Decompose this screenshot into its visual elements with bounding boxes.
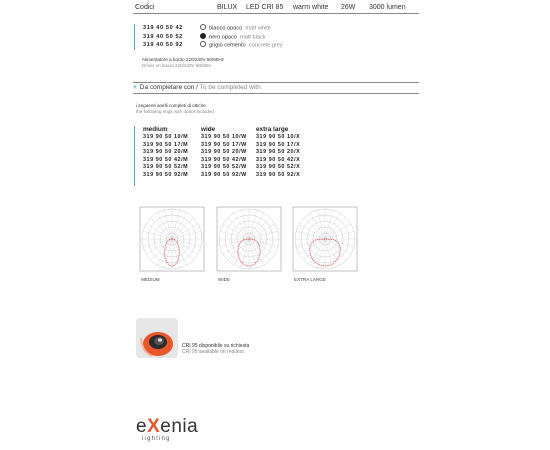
exenia-logo [136, 418, 198, 436]
product-code: 319 40 50 42 [143, 25, 183, 31]
product-codes [134, 24, 183, 50]
brand-label: BILUX [217, 4, 238, 11]
product-image [136, 318, 178, 358]
column-header: wide [201, 126, 216, 133]
logo-part: e [136, 416, 148, 437]
cri-label: LED CRI 85 [246, 4, 284, 11]
logo-part: enia [160, 416, 199, 437]
finish-name-it: nero opaco [209, 34, 237, 41]
driver-note-en: Driver on board 220/240V 50/60H [142, 63, 211, 68]
polar-diagram-extra-large [292, 206, 358, 272]
table-cell: 319 90 50 92/M [143, 171, 189, 178]
table-cell: 319 90 50 17/M [143, 141, 189, 148]
optics-column-wide [201, 126, 247, 179]
finish-option [200, 41, 283, 50]
finish-dot-icon [200, 24, 206, 30]
table-cell: 319 90 50 42/W [201, 156, 247, 163]
table-cell: 319 90 50 42/M [143, 156, 189, 163]
finish-dot-icon [200, 41, 206, 47]
rings-note-it: i seguenti anelli completi di ottiche [136, 103, 206, 108]
spec-header [133, 2, 419, 14]
table-cell: 319 90 50 17/X [256, 141, 301, 148]
table-cell: 319 90 50 52/M [143, 164, 189, 170]
table-cell: 319 90 50 20/M [143, 149, 189, 155]
plus-icon: + [133, 84, 137, 91]
column-header: medium [143, 126, 168, 133]
optics-column-medium [143, 126, 188, 179]
product-code: 319 40 50 52 [143, 33, 183, 40]
complete-with-it: Da completare con / [139, 84, 198, 91]
polar-diagram-wide [216, 206, 282, 272]
finish-dot-filled-icon [200, 33, 206, 39]
driver-note-it: Alimentatore a bordo 220/240V 50/60Hz [142, 57, 224, 62]
finish-name-en: matt white [245, 25, 271, 32]
cri95-note [182, 343, 249, 355]
cri95-note-en: CRI 95 available on request [182, 349, 244, 355]
optics-column-extra-large [256, 126, 300, 179]
codes-heading: Codici [135, 4, 155, 11]
table-cell: 319 90 50 20/X [256, 149, 301, 155]
rings-note-en: the following rings with optics included [136, 109, 214, 114]
table-cell: 319 90 50 10/W [201, 134, 247, 140]
finish-options [200, 24, 283, 50]
table-cell: 319 90 50 10/X [256, 134, 301, 140]
complete-with-band [133, 82, 419, 94]
complete-with-en: To be completed with [199, 84, 261, 91]
diagram-label: MEDIUM [141, 277, 160, 282]
finish-option [200, 24, 283, 33]
tone-label: warm white [293, 4, 329, 11]
finish-option [200, 33, 283, 42]
table-cell: 319 90 50 52/W [201, 164, 247, 170]
table-cell: 319 90 50 42/X [256, 156, 301, 163]
column-header: extra large [256, 126, 289, 133]
table-cell: 319 90 50 92/X [256, 171, 301, 178]
finish-name-it: grigio cemento [209, 42, 246, 49]
lumen-label: 3000 lumen [369, 4, 406, 11]
finish-name-en: concrete grey [248, 42, 283, 49]
finish-name-en: matt black [240, 34, 266, 41]
optics-table [134, 126, 333, 186]
diagram-label: WIDE [218, 277, 230, 282]
diagram-label: EXTRA LARGE [294, 277, 326, 282]
cri95-note-it: CRI 95 disponibile su richiesta [182, 343, 250, 349]
table-cell: 319 90 50 92/W [201, 171, 247, 178]
table-cell: 319 90 50 20/W [201, 149, 247, 155]
logo-x: X [147, 416, 161, 437]
power-label: 26W [341, 4, 356, 11]
table-cell: 319 90 50 52/X [256, 164, 301, 170]
finish-name-it: bianco opaco [209, 25, 243, 32]
downlight-image-icon [136, 318, 178, 358]
table-cell: 319 90 50 17/W [201, 141, 247, 148]
table-cell: 319 90 50 10/M [143, 134, 189, 140]
polar-diagram-medium [139, 206, 205, 272]
product-code: 319 40 50 92 [143, 42, 183, 49]
logo-tagline: lighting [142, 436, 171, 442]
